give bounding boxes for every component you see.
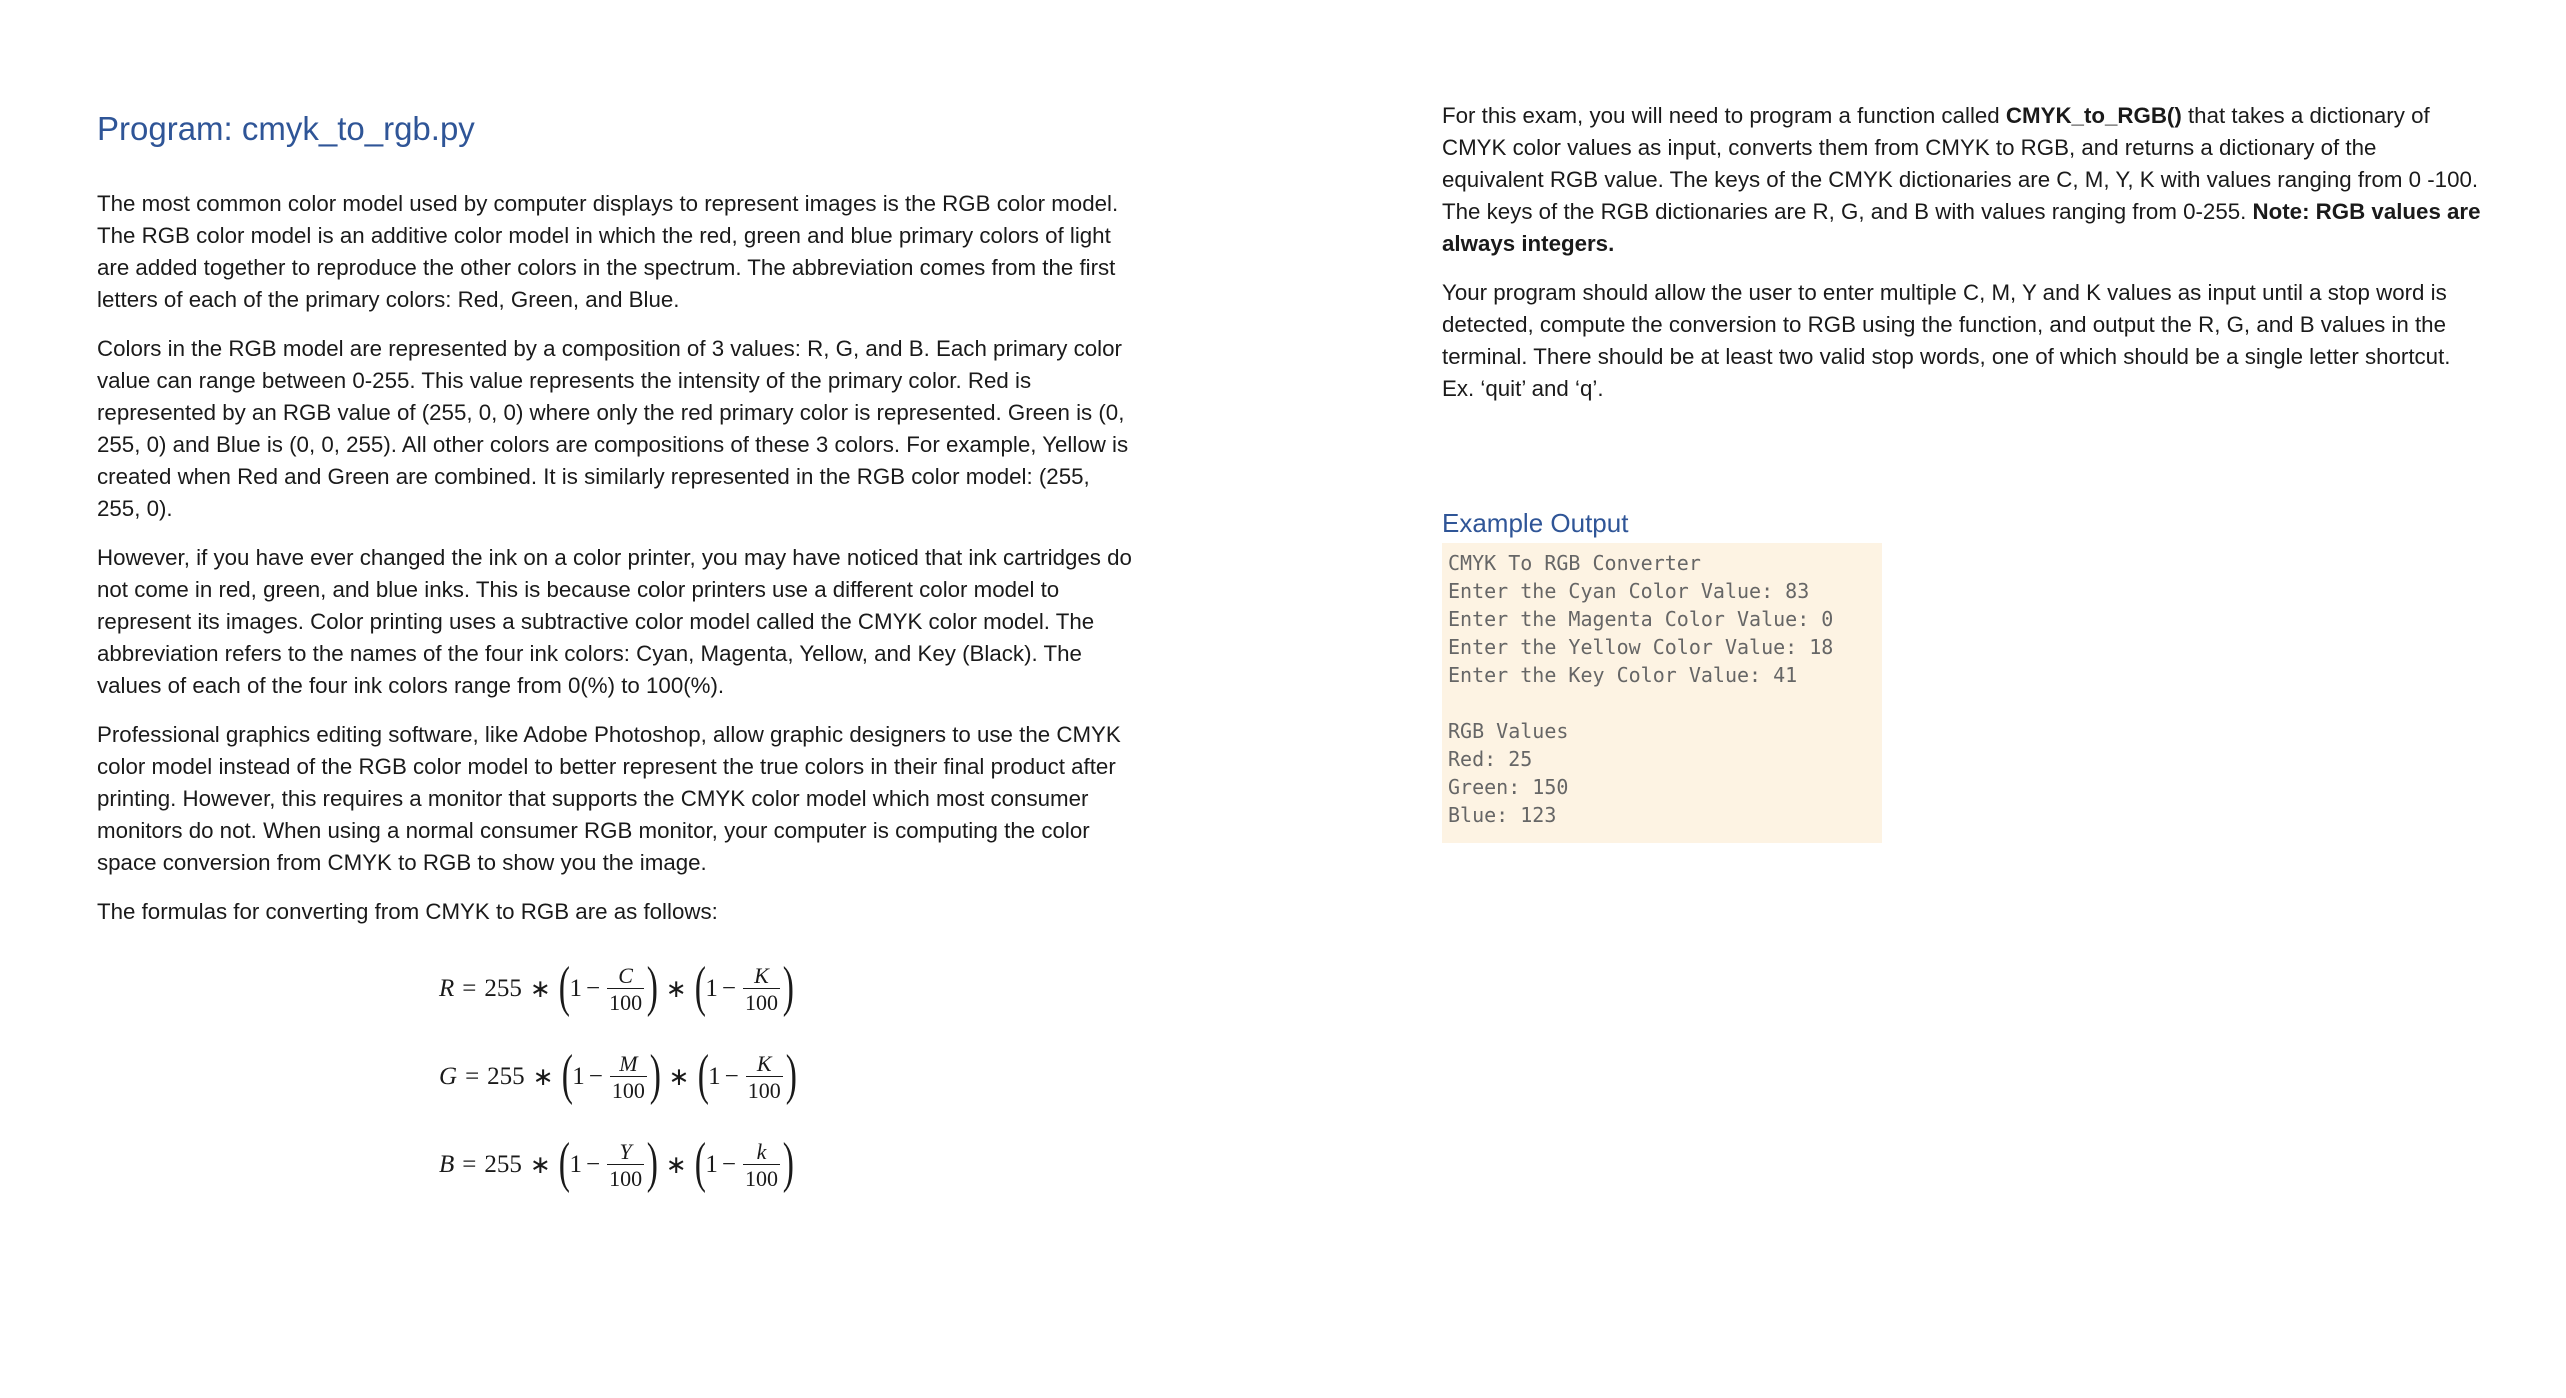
terminal-line: Enter the Yellow Color Value: 18 xyxy=(1448,635,1834,659)
fraction: $\frac{k}{100}$ xyxy=(744,1138,778,1191)
formula-lhs: R xyxy=(439,975,455,1003)
terminal-line: Enter the Cyan Color Value: 83 xyxy=(1448,579,1810,603)
formula-lhs: B xyxy=(439,1151,455,1179)
paragraph-rgb-intro: The most common color model used by computer displays to represent images is the RGB color model. The RGB color model is an additive color model in which the red, green and blue primary colors of light are added together to reproduce the other colors in the spectrum. The abbreviation comes from the first letters of each of the primary colors: Red, Green, and Blue. xyxy=(97,191,1119,313)
terminal-line: Enter the Magenta Color Value: 0 xyxy=(1448,607,1834,631)
paragraph-stop-words: Your program should allow the user to enter multiple C, M, Y and K values as input until a stop word is detected, compute the conversion to RGB using the function, and output the R, G, and B values in the terminal. There should be at least two valid stop words, one of which should be a single letter shortcut. Ex. ‘quit’ and ‘q’. xyxy=(1442,280,2451,401)
example-terminal-output xyxy=(1442,543,1882,843)
formula-red: R = 255 ∗ ( 1 − $\frac{C}{100}$ ) ∗ ( 1 − $\frac{K}{100}$ ) xyxy=(439,956,794,1019)
fraction: $\frac{K}{100}$ xyxy=(747,1050,781,1103)
formula-blue: B = 255 ∗ ( 1 − $\frac{Y}{100}$ ) ∗ ( 1 − $\frac{k}{100}$ ) xyxy=(439,1132,794,1195)
fraction: $\frac{Y}{100}$ xyxy=(609,1138,643,1191)
function-name: CMYK_to_RGB() xyxy=(2005,103,2182,128)
example-output-heading: Example Output xyxy=(1442,508,1629,538)
paragraph-formulas-intro: The formulas for converting from CMYK to RGB are as follows: xyxy=(97,899,718,925)
fraction: $\frac{M}{100}$ xyxy=(611,1050,645,1103)
left-column xyxy=(97,100,1132,1209)
fraction: $\frac{K}{100}$ xyxy=(744,962,778,1015)
paragraph-photoshop: Professional graphics editing software, like Adobe Photoshop, allow graphic designers to use the CMYK color model instead of the RGB color model to better represent the true colors in their final product after printing. However, this requires a monitor that supports the CMYK color model which most consumer monitors do not. When using a normal consumer RGB monitor, your computer is computing the color space conversion from CMYK to RGB to show you the image. xyxy=(97,722,1121,876)
terminal-line: Blue: 123 xyxy=(1448,803,1557,827)
paragraph-exam-task: For this exam, you will need to program a function called CMYK_to_RGB() that takes a dictionary of CMYK color values as input, converts them from CMYK to RGB, and returns a dictionary of the equivalent RGB value. The keys of the CMYK dictionaries are C, M, Y, K with values ranging from 0 -100. The keys of the RGB dictionaries are R, G, and B with values ranging from 0-255. Note: RGB values are always integers. xyxy=(1442,103,2481,256)
program-title: Program: cmyk_to_rgb.py xyxy=(97,110,475,147)
terminal-line: Red: 25 xyxy=(1448,747,1533,771)
terminal-line: CMYK To RGB Converter xyxy=(1448,551,1701,575)
terminal-line: RGB Values xyxy=(1448,719,1569,743)
paragraph-cmyk-intro: However, if you have ever changed the ink on a color printer, you may have noticed that ink cartridges do not come in red, green, and blue inks. This is because color printers use a different color model to represent its images. Color printing uses a subtractive color model called the CMYK color model. The abbreviation refers to the names of the four ink colors: Cyan, Magenta, Yellow, and Key (Black). The values of each of the four ink colors range from 0(%) to 100(%). xyxy=(97,545,1132,699)
paragraph-rgb-values: Colors in the RGB model are represented by a composition of 3 values: R, G, and B. Each primary color value can range between 0-255. This value represents the intensity of the primary color. Red is represented by an RGB value of (255, 0, 0) where only the red primary color is represented. Green is (0, 255, 0) and Blue is (0, 0, 255). All other colors are compositions of these 3 colors. For example, Yellow is created when Red and Green are combined. It is similarly represented in the RGB color model: (255, 255, 0). xyxy=(97,336,1129,522)
right-column xyxy=(1442,100,2482,843)
terminal-line: Enter the Key Color Value: 41 xyxy=(1448,663,1798,687)
formula-block xyxy=(439,945,1132,1209)
integer-note: Note: RGB values are always integers. xyxy=(1442,199,2481,256)
terminal-line: Green: 150 xyxy=(1448,775,1569,799)
fraction: $\frac{C}{100}$ xyxy=(609,962,643,1015)
terminal-line xyxy=(1448,689,1876,717)
formula-constant: 255 xyxy=(484,1151,522,1179)
formula-green: G = 255 ∗ ( 1 − $\frac{M}{100}$ ) ∗ ( 1 − $\frac{K}{100}$ ) xyxy=(439,1044,797,1107)
formula-constant: 255 xyxy=(484,975,522,1003)
formula-constant: 255 xyxy=(487,1063,525,1091)
formula-lhs: G xyxy=(439,1063,458,1091)
